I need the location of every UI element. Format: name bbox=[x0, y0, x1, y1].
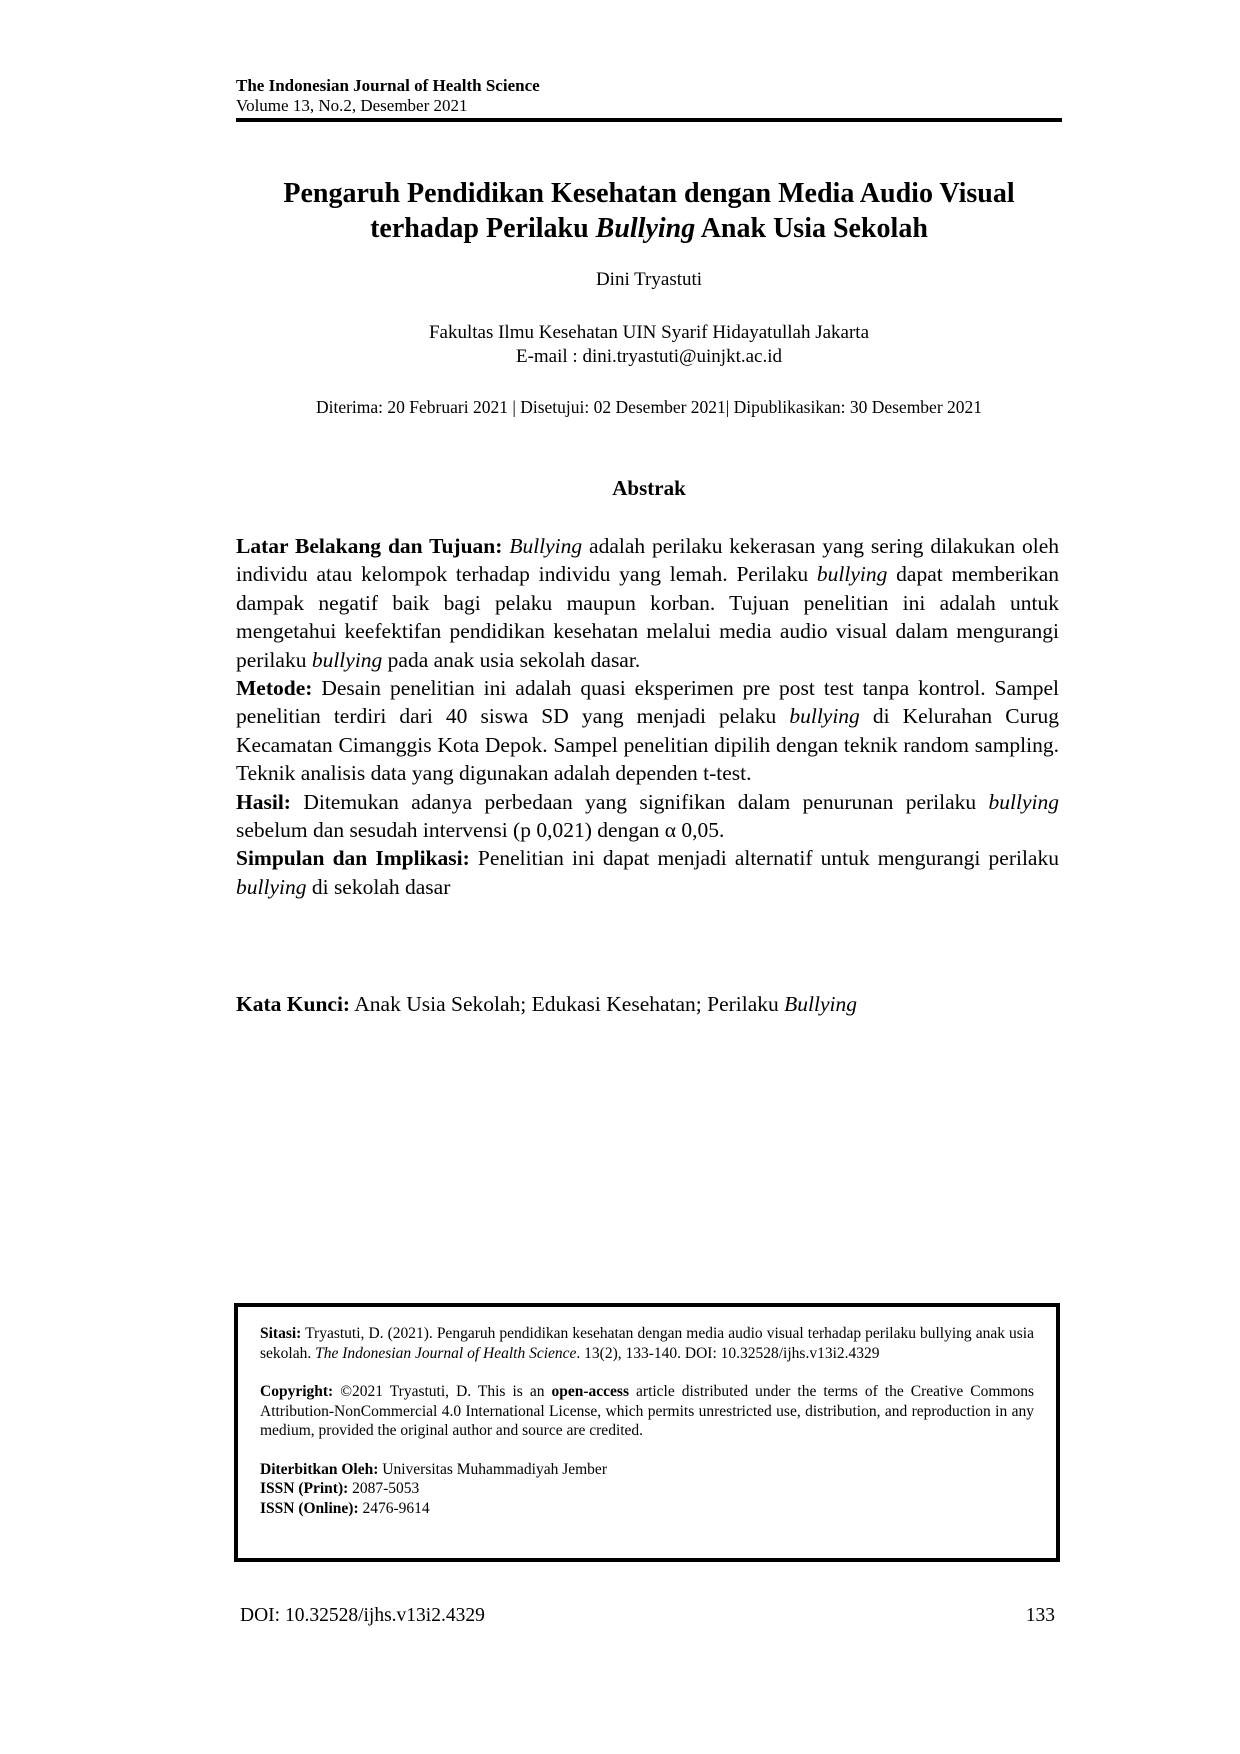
section-label: Hasil: bbox=[236, 789, 291, 814]
abstract-italic: bullying bbox=[789, 704, 860, 729]
open-access-label: open-access bbox=[551, 1383, 629, 1400]
keywords bbox=[236, 990, 1062, 1018]
journal-volume: Volume 13, No.2, Desember 2021 bbox=[236, 96, 468, 115]
section-label: Latar Belakang dan Tujuan: bbox=[236, 534, 503, 558]
keywords-italic: Bullying bbox=[784, 992, 858, 1016]
abstract-italic: bullying bbox=[816, 562, 888, 587]
issn-online bbox=[260, 1499, 1034, 1519]
footer-doi: DOI: 10.32528/ijhs.v13i2.4329 bbox=[240, 1605, 485, 1626]
header-rule bbox=[236, 118, 1062, 122]
publisher-name: Universitas Muhammadiyah Jember bbox=[378, 1460, 607, 1478]
copyright bbox=[260, 1382, 1034, 1441]
abstract-text: Penelitian ini dapat menjadi alternatif untuk mengurangi perilaku bbox=[469, 846, 1059, 871]
abstract-italic: bullying bbox=[311, 647, 383, 672]
issn-online-value: 2476-9614 bbox=[358, 1499, 430, 1517]
citation-journal: The Indonesian Journal of Health Science bbox=[315, 1344, 577, 1362]
abstract-text: di Kelurahan Curug Kecamatan Cimanggis Kota Depok. Sampel penelitian dipilih dengan teknik random sampling. Teknik analisis data yang digunakan adalah dependen t-test. bbox=[236, 704, 1059, 786]
abstract-text: Ditemukan adanya perbedaan yang signifikan dalam penurunan perilaku bbox=[290, 789, 989, 814]
abstract-conclusion bbox=[236, 844, 1059, 901]
issn-online-label: ISSN (Online): bbox=[260, 1499, 359, 1517]
citation-text: Tryastuti, D. (2021). Pengaruh pendidikan kesehatan dengan media audio visual terhadap perilaku bullying anak usia sekolah. bbox=[260, 1325, 1034, 1362]
copyright-text: ©2021 Tryastuti, D. This is an bbox=[333, 1383, 552, 1400]
abstract-results bbox=[236, 788, 1059, 845]
citation-box bbox=[234, 1303, 1060, 1562]
abstract-italic: bullying bbox=[988, 789, 1059, 814]
citation bbox=[260, 1324, 1034, 1363]
abstract-background bbox=[236, 532, 1059, 674]
citation-text: . 13(2), 133-140. DOI: 10.32528/ijhs.v13i2.4329 bbox=[576, 1344, 880, 1362]
citation-label: Sitasi: bbox=[260, 1325, 302, 1342]
page-number: 133 bbox=[1025, 1605, 1055, 1626]
title-line-2 bbox=[236, 211, 1062, 246]
section-label: Simpulan dan Implikasi: bbox=[236, 846, 470, 871]
abstract-body bbox=[236, 532, 1059, 901]
abstract-text: Desain penelitian ini adalah quasi eksperimen pre post test tanpa kontrol. Sampel penelitian terdiri dari 40 siswa SD yang menjadi pelaku bbox=[236, 676, 1059, 729]
copyright-text: article distributed under the terms of the Creative Commons Attribution-NonCommercial 4.0 International License, which permits unrestricted use, distribution, and reproduction in any medium, provided the original author and source are credited. bbox=[260, 1383, 1035, 1439]
journal-name: The Indonesian Journal of Health Science bbox=[236, 76, 540, 95]
affiliation bbox=[236, 321, 1062, 369]
issn-print-value: 2087-5053 bbox=[348, 1480, 420, 1497]
title-text: Anak Usia Sekolah bbox=[695, 213, 928, 244]
abstract-text: di sekolah dasar bbox=[306, 874, 451, 899]
keywords-label: Kata Kunci: bbox=[236, 992, 351, 1016]
section-label: Metode: bbox=[236, 676, 313, 701]
issn-print bbox=[260, 1479, 1034, 1499]
abstract-text: adalah perilaku kekerasan yang sering dilakukan oleh individu atau kelompok terhadap individu yang lemah. Perilaku bbox=[236, 534, 1060, 587]
abstract-text: pada anak usia sekolah dasar. bbox=[382, 647, 641, 672]
issn-print-label: ISSN (Print): bbox=[260, 1480, 349, 1497]
abstract-italic: Bullying bbox=[509, 534, 583, 558]
publisher-label: Diterbitkan Oleh: bbox=[260, 1460, 379, 1478]
author-name: Dini Tryastuti bbox=[595, 269, 703, 290]
article-title bbox=[236, 176, 1062, 246]
running-header bbox=[236, 76, 1062, 116]
title-line-1: Pengaruh Pendidikan Kesehatan dengan Media Audio Visual bbox=[283, 178, 1015, 209]
abstract-text: sebelum dan sesudah intervensi (p 0,021) dengan α 0,05. bbox=[236, 818, 725, 843]
publication-dates: Diterima: 20 Februari 2021 | Disetujui: 02 Desember 2021| Dipublikasikan: 30 Desember 2021 bbox=[315, 397, 983, 417]
title-italic: Bullying bbox=[595, 213, 696, 244]
abstract-italic: bullying bbox=[236, 874, 307, 899]
institution: Fakultas Ilmu Kesehatan UIN Syarif Hidayatullah Jakarta bbox=[428, 322, 870, 343]
abstract-method bbox=[236, 674, 1059, 788]
copyright-label: Copyright: bbox=[260, 1383, 334, 1400]
keywords-text: Anak Usia Sekolah; Edukasi Kesehatan; Perilaku bbox=[350, 992, 785, 1016]
publisher bbox=[260, 1460, 1034, 1480]
abstract-text: dapat memberikan dampak negatif baik bagi pelaku maupun korban. Tujuan penelitian ini adalah untuk mengetahui keefektifan pendidikan kesehatan melalui media audio visual dalam mengurangi perilaku bbox=[236, 562, 1059, 672]
author-email: E-mail : dini.tryastuti@uinjkt.ac.id bbox=[515, 346, 783, 367]
abstract-heading: Abstrak bbox=[612, 476, 686, 500]
title-text: terhadap Perilaku bbox=[370, 213, 596, 244]
